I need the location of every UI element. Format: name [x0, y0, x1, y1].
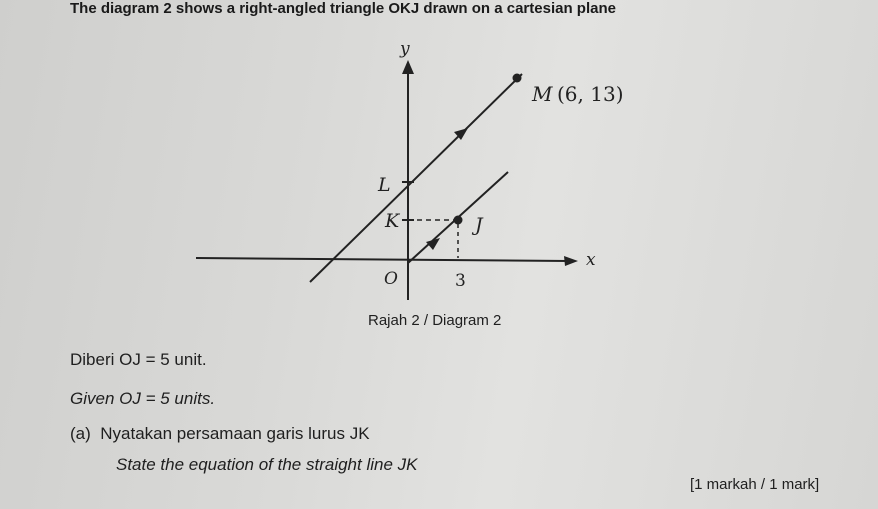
- x-axis: [196, 258, 568, 261]
- given-malay-expr: OJ = 5: [119, 350, 170, 369]
- point-k-label: K: [385, 210, 400, 232]
- given-malay-suffix: unit.: [169, 350, 207, 369]
- marks-label: [1 markah / 1 mark]: [690, 476, 820, 493]
- origin-label: O: [384, 269, 398, 289]
- x-axis-arrow-icon: [564, 256, 578, 266]
- intro-text: The diagram 2 shows a right-angled triangle OKJ drawn on a cartesian plane: [70, 0, 616, 17]
- point-m-marker: [513, 74, 522, 83]
- axis-y-label: y: [400, 39, 410, 59]
- question-english-text: State the equation of the straight line JK: [116, 455, 418, 474]
- given-english-prefix: Given: [70, 389, 120, 408]
- diagram-caption: Rajah 2 / Diagram 2: [368, 312, 502, 329]
- question-a-malay: [70, 424, 370, 444]
- tick-3-label: 3: [455, 271, 466, 291]
- axis-x-label: x: [586, 250, 596, 270]
- point-j-marker: [454, 216, 463, 225]
- given-english: [70, 389, 215, 409]
- given-english-expr: OJ = 5: [119, 389, 170, 408]
- point-l-label: L: [378, 174, 391, 196]
- question-part-label: (a): [70, 424, 91, 443]
- given-english-suffix: units.: [169, 389, 216, 408]
- point-m-coords: (6, 13): [557, 82, 624, 106]
- line-lm: [310, 74, 522, 282]
- question-malay-text: Nyatakan persamaan garis lurus JK: [100, 424, 370, 443]
- point-m-label: M: [532, 82, 553, 106]
- given-malay: [70, 350, 207, 370]
- y-axis-arrow-icon: [402, 60, 414, 74]
- point-j-label: J: [475, 214, 483, 236]
- given-malay-prefix: Diberi: [70, 350, 120, 369]
